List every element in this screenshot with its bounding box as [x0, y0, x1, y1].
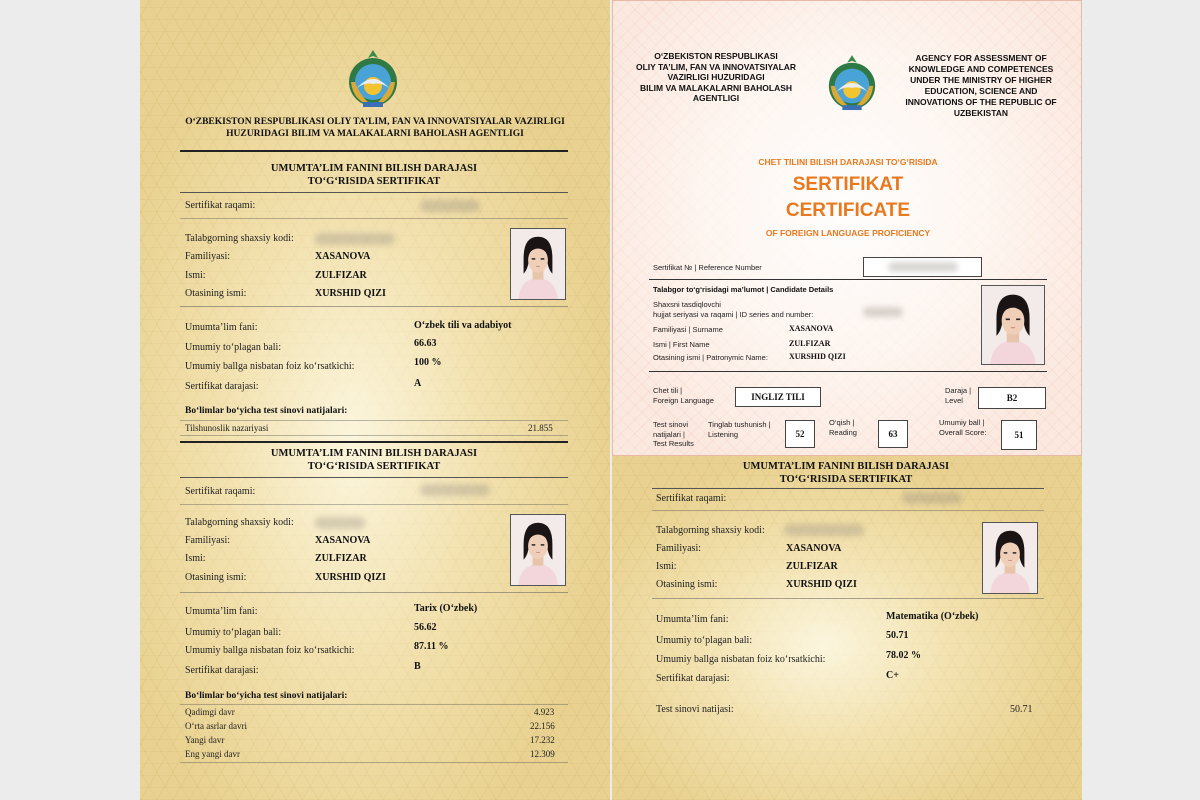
- reference-number-label: Sertifikat № | Reference Number: [653, 263, 762, 272]
- cert-number-label: Sertifikat raqami:: [656, 493, 727, 504]
- subtitle-uz: CHET TILINI BILISH DARAJASI TO‘G‘RISIDA: [758, 157, 938, 167]
- level-label: Sertifikat darajasi:: [656, 673, 730, 684]
- en-agency-line-6: UZBEKISTAN: [953, 108, 1009, 118]
- reading-label-line-2: Reading: [829, 428, 857, 437]
- uzbekistan-emblem-icon: [825, 53, 879, 115]
- personal-code-label: Talabgorning shaxsiy kodi:: [185, 233, 294, 244]
- en-agency-line-1: AGENCY FOR ASSESSMENT OF: [915, 53, 1047, 63]
- section-name: Qadimgi davr: [185, 707, 235, 717]
- certificate-title-line-2: TO‘G‘RISIDA SERTIFIKAT: [307, 461, 441, 472]
- reading-score: 63: [878, 420, 908, 448]
- personal-code-label: Talabgorning shaxsiy kodi:: [656, 525, 765, 536]
- surname-label: Familiyasi | Surname: [653, 325, 723, 334]
- section-name: Eng yangi davr: [185, 749, 240, 759]
- level-value: A: [414, 378, 422, 389]
- patronymic-value: XURSHID QIZI: [786, 579, 857, 590]
- subject-label: Umumta’lim fani:: [656, 614, 729, 625]
- percent-value: 100 %: [414, 357, 442, 368]
- name-value: ZULFIZAR: [315, 270, 367, 281]
- percent-value: 78.02 %: [886, 650, 921, 661]
- listening-label-line-2: Listening: [708, 430, 739, 439]
- uz-agency-line-4: BILIM VA MALAKALARNI BAHOLASH: [639, 82, 793, 93]
- math-certificate-sheet: [612, 456, 1082, 800]
- en-agency-line-5: INNOVATIONS OF THE REPUBLIC OF: [905, 97, 1057, 107]
- redacted-cert-number: [420, 200, 480, 212]
- subject-value: Tarix (O‘zbek): [414, 603, 478, 614]
- surname-value: XASANOVA: [789, 324, 834, 333]
- certificate-title-line-2: TO‘G‘RISIDA SERTIFIKAT: [307, 176, 441, 187]
- cert-number-label: Sertifikat raqami:: [185, 486, 256, 497]
- surname-label: Familiyasi:: [185, 251, 230, 262]
- sections-label: Bo‘limlar bo‘yicha test sinovi natijalari:: [185, 406, 348, 416]
- language-field: INGLIZ TILI: [735, 387, 821, 407]
- sections-label: Bo‘limlar bo‘yicha test sinovi natijalari:: [185, 691, 348, 701]
- agency-line-1: O‘ZBEKISTON RESPUBLIKASI OLIY TA’LIM, FAN VA INNOVATSIYALAR VAZIRLIGI: [185, 117, 565, 127]
- results-label: Test sinovi natijasi:: [656, 704, 734, 715]
- certificate-title-uz: SERTIFIKAT: [792, 174, 904, 195]
- section-value: 17.232: [530, 735, 555, 745]
- section-name: Tilshunoslik nazariyasi: [185, 423, 269, 433]
- subtitle-en: OF FOREIGN LANGUAGE PROFICIENCY: [765, 228, 931, 238]
- level-label: Sertifikat darajasi:: [185, 381, 259, 392]
- subject-label: Umumta’lim fani:: [185, 606, 258, 617]
- surname-label: Familiyasi:: [656, 543, 701, 554]
- redacted-id-number: [863, 307, 903, 317]
- en-agency-line-3: UNDER THE MINISTRY OF HIGHER: [910, 75, 1052, 85]
- score-value: 50.71: [886, 630, 909, 641]
- subject-value: Matematika (O‘zbek): [886, 611, 979, 622]
- section-value: 22.156: [530, 721, 555, 731]
- name-label: Ismi:: [185, 553, 206, 564]
- certificate-title-line-1: UMUMTA’LIM FANINI BILISH DARAJASI: [270, 448, 478, 459]
- id-label-line-1: Shaxsni tasdiqlovchi: [653, 300, 721, 309]
- foreign-language-certificate: [612, 0, 1082, 456]
- surname-value: XASANOVA: [315, 251, 371, 262]
- candidate-photo: [982, 522, 1038, 594]
- results-label-line-3: Test Results: [653, 439, 694, 448]
- surname-label: Familiyasi:: [185, 535, 230, 546]
- score-value: 66.63: [414, 338, 437, 349]
- name-label: Ismi:: [185, 270, 206, 281]
- uz-agency-line-1: O‘ZBEKISTON RESPUBLIKASI: [654, 51, 778, 61]
- overall-score: 51: [1001, 420, 1037, 450]
- level-field: B2: [978, 387, 1046, 409]
- certificate-title-en: CERTIFICATE: [785, 200, 911, 221]
- percent-value: 87.11 %: [414, 641, 449, 652]
- name-value: ZULFIZAR: [315, 553, 367, 564]
- reading-label-line-1: O‘qish |: [829, 418, 855, 427]
- listening-score: 52: [785, 420, 815, 448]
- surname-value: XASANOVA: [315, 535, 371, 546]
- language-label-line-2: Foreign Language: [653, 396, 714, 405]
- certificate-title-line-1: UMUMTA’LIM FANINI BILISH DARAJASI: [742, 461, 950, 472]
- section-value: 12.309: [530, 749, 555, 759]
- name-label: Ismi:: [656, 561, 677, 572]
- score-label: Umumiy to‘plagan bali:: [185, 342, 282, 353]
- en-agency-line-4: EDUCATION, SCIENCE AND: [924, 86, 1038, 96]
- uz-agency-line-2: OLIY TA’LIM, FAN VA INNOVATSIYALAR: [635, 61, 797, 72]
- candidate-details-header: Talabgor to‘g‘risidagi ma’lumot | Candidate Details: [653, 285, 834, 294]
- section-name: O‘rta asrlar davri: [185, 721, 247, 731]
- results-label-line-1: Test sinovi: [653, 420, 689, 429]
- reference-number-field: [863, 257, 982, 277]
- patronymic-value: XURSHID QIZI: [315, 288, 386, 299]
- score-label: Umumiy to‘plagan bali:: [185, 627, 282, 638]
- name-label: Ismi | First Name: [653, 340, 710, 349]
- patronymic-label: Otasining ismi | Patronymic Name:: [653, 353, 768, 362]
- results-value: 50.71: [1010, 704, 1033, 715]
- name-value: ZULFIZAR: [789, 339, 831, 348]
- personal-code-label: Talabgorning shaxsiy kodi:: [185, 517, 294, 528]
- certificate-title-line-2: TO‘G‘RISIDA SERTIFIKAT: [779, 474, 913, 485]
- listening-label-line-1: Tinglab tushunish |: [708, 420, 771, 429]
- cert-number-label: Sertifikat raqami:: [185, 200, 256, 211]
- patronymic-label: Otasining ismi:: [185, 288, 247, 299]
- uzbekistan-emblem-icon: [345, 48, 401, 112]
- patronymic-value: XURSHID QIZI: [789, 352, 846, 361]
- uz-agency-line-5: AGENTLIGI: [692, 93, 740, 103]
- name-value: ZULFIZAR: [786, 561, 838, 572]
- level-label-line-1: Daraja |: [945, 386, 972, 395]
- patronymic-label: Otasining ismi:: [185, 572, 247, 583]
- left-certificate-sheet: [140, 0, 610, 800]
- subject-value: O‘zbek tili va adabiyot: [414, 320, 512, 331]
- certificate-title-line-1: UMUMTA’LIM FANINI BILISH DARAJASI: [270, 163, 478, 174]
- percent-label: Umumiy ballga nisbatan foiz ko‘rsatkichi:: [185, 645, 355, 656]
- percent-label: Umumiy ballga nisbatan foiz ko‘rsatkichi:: [656, 654, 826, 665]
- score-label: Umumiy to‘plagan bali:: [656, 635, 753, 646]
- section-name: Yangi davr: [185, 735, 225, 745]
- redacted-personal-code: [315, 233, 395, 245]
- candidate-photo: [510, 228, 566, 300]
- redacted-cert-number: [902, 492, 962, 504]
- results-label-line-2: natijalari |: [653, 429, 685, 439]
- level-value: B: [414, 661, 421, 672]
- id-label-line-2: hujjat seriyasi va raqami | ID series and number:: [653, 310, 814, 319]
- patronymic-label: Otasining ismi:: [656, 579, 718, 590]
- section-value: 21.855: [528, 423, 553, 433]
- surname-value: XASANOVA: [786, 543, 842, 554]
- redacted-cert-number: [420, 484, 490, 496]
- subject-label: Umumta’lim fani:: [185, 322, 258, 333]
- candidate-photo: [981, 285, 1045, 365]
- overall-label-line-2: Overall Score:: [939, 428, 987, 437]
- overall-label-line-1: Umumiy ball |: [939, 418, 985, 427]
- language-label-line-1: Chet tili |: [653, 386, 683, 395]
- percent-label: Umumiy ballga nisbatan foiz ko‘rsatkichi:: [185, 361, 355, 372]
- redacted-personal-code: [784, 524, 864, 536]
- level-label-line-2: Level: [945, 396, 963, 405]
- section-value: 4.923: [534, 707, 555, 717]
- redacted-personal-code: [315, 517, 365, 529]
- level-value: C+: [886, 670, 899, 681]
- agency-line-2: HUZURIDAGI BILIM VA MALAKALARNI BAHOLASH AGENTLIGI: [226, 129, 524, 139]
- en-agency-line-2: KNOWLEDGE AND COMPETENCES: [908, 64, 1054, 74]
- score-value: 56.62: [414, 622, 437, 633]
- level-label: Sertifikat darajasi:: [185, 665, 259, 676]
- uz-agency-line-3: VAZIRLIGI HUZURIDAGI: [667, 72, 765, 82]
- candidate-photo: [510, 514, 566, 586]
- patronymic-value: XURSHID QIZI: [315, 572, 386, 583]
